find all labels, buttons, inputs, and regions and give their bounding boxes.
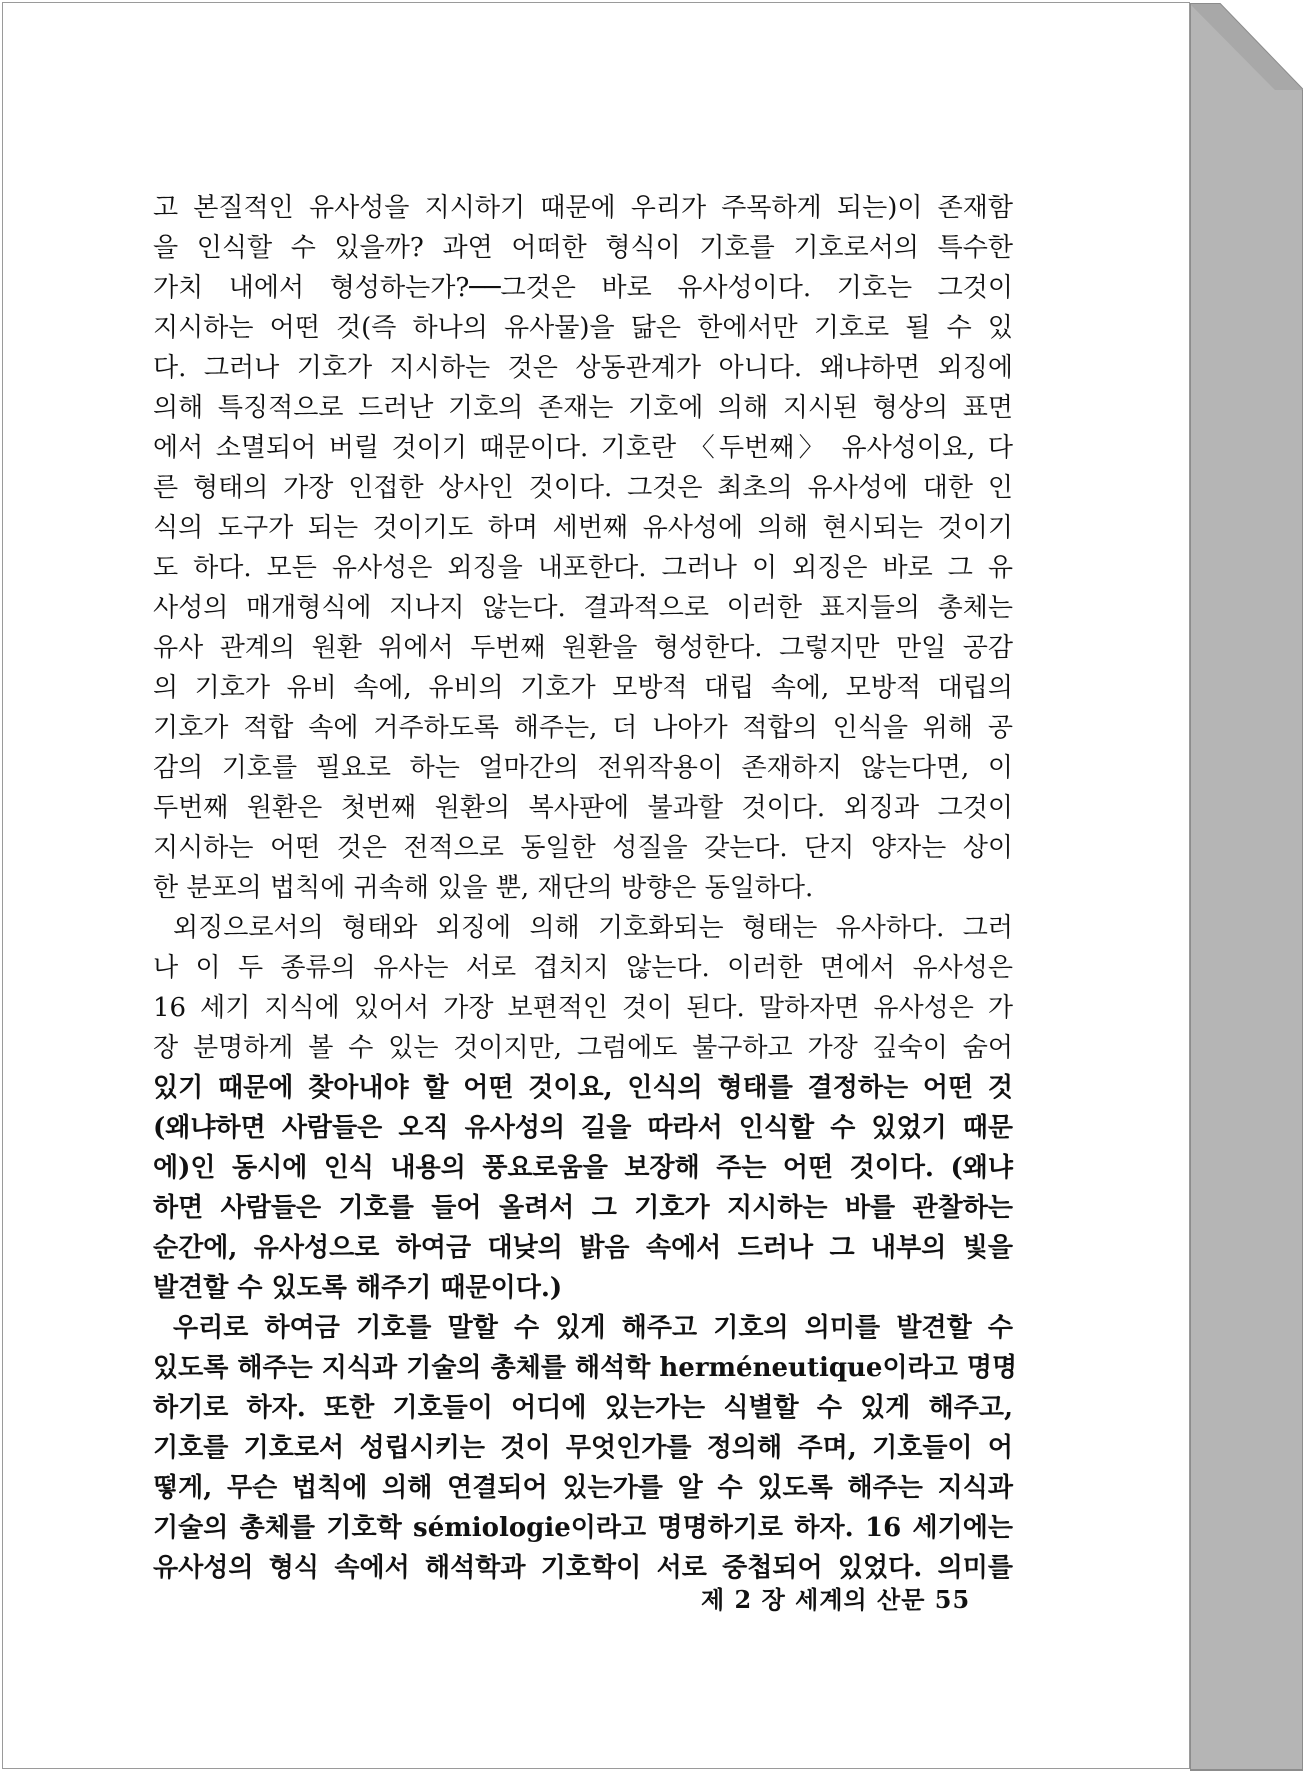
- text-line: 외징으로서의 형태와 외징에 의해 기호화되는 형태는 유사하다. 그러: [173, 913, 1013, 943]
- text-line: 기호를 기호로서 성립시키는 것이 무엇인가를 정의해 주며, 기호들이 어: [153, 1433, 1013, 1463]
- text-line: 하기로 하자. 또한 기호들이 어디에 있는가는 식별할 수 있게 해주고,: [153, 1393, 1013, 1423]
- text-line: 에서 소멸되어 버릴 것이기 때문이다. 기호란 〈두번째〉 유사성이요, 다: [153, 433, 1013, 463]
- text-line: 의해 특징적으로 드러난 기호의 존재는 기호에 의해 지시된 형상의 표면: [153, 393, 1013, 423]
- text-line: 기호가 적합 속에 거주하도록 해주는, 더 나아가 적합의 인식을 위해 공: [153, 713, 1013, 743]
- paragraph-2: [153, 908, 1013, 1308]
- text-line: 유사 관계의 원환 위에서 두번째 원환을 형성한다. 그렇지만 만일 공감: [153, 633, 1013, 663]
- running-footer: 제 2 장 세계의 산문 55: [701, 1585, 971, 1614]
- text-line: 도 하다. 모든 유사성은 외징을 내포한다. 그러나 이 외징은 바로 그 유: [153, 553, 1013, 583]
- text-line: 에)인 동시에 인식 내용의 풍요로움을 보장해 주는 어떤 것이다. (왜냐: [153, 1153, 1013, 1183]
- paragraph-1: [153, 188, 1013, 908]
- text-line: 사성의 매개형식에 지나지 않는다. 결과적으로 이러한 표지들의 총체는: [153, 593, 1013, 623]
- paragraph-3: [153, 1308, 1018, 1588]
- text-line: 감의 기호를 필요로 하는 얼마간의 전위작용이 존재하지 않는다면, 이: [153, 753, 1013, 783]
- text-line: 나 이 두 종류의 유사는 서로 겹치지 않는다. 이러한 면에서 유사성은: [153, 953, 1013, 983]
- page-stack-edge: [1190, 0, 1303, 1773]
- text-line: 다. 그러나 기호가 지시하는 것은 상동관계가 아니다. 왜냐하면 외징에: [153, 353, 1013, 383]
- text-line: 지시하는 어떤 것(즉 하나의 유사물)을 닮은 한에서만 기호로 될 수 있: [153, 313, 1013, 343]
- text-line: 의 기호가 유비 속에, 유비의 기호가 모방적 대립 속에, 모방적 대립의: [153, 673, 1013, 703]
- text-line: 기술의 총체를 기호학 sémiologie이라고 명명하기로 하자. 16 세기에는: [153, 1513, 1013, 1543]
- text-line: 른 형태의 가장 인접한 상사인 것이다. 그것은 최초의 유사성에 대한 인: [153, 473, 1013, 503]
- text-line: 가치 내에서 형성하는가?──그것은 바로 유사성이다. 기호는 그것이: [153, 273, 1013, 303]
- text-line: 떻게, 무슨 법칙에 의해 연결되어 있는가를 알 수 있도록 해주는 지식과: [153, 1473, 1013, 1503]
- text-line: 있기 때문에 찾아내야 할 어떤 것이요, 인식의 형태를 결정하는 어떤 것: [153, 1073, 1013, 1103]
- text-line: 유사성의 형식 속에서 해석학과 기호학이 서로 중첩되어 있었다. 의미를: [153, 1553, 1013, 1583]
- text-line: (왜냐하면 사람들은 오직 유사성의 길을 따라서 인식할 수 있었기 때문: [153, 1113, 1013, 1143]
- text-line: 우리로 하여금 기호를 말할 수 있게 해주고 기호의 의미를 발견할 수: [173, 1313, 1013, 1343]
- text-line: 식의 도구가 되는 것이기도 하며 세번째 유사성에 의해 현시되는 것이기: [153, 513, 1013, 543]
- text-line: 지시하는 어떤 것은 전적으로 동일한 성질을 갖는다. 단지 양자는 상이: [153, 833, 1013, 863]
- text-line: 하면 사람들은 기호를 들어 올려서 그 기호가 지시하는 바를 관찰하는: [153, 1193, 1013, 1223]
- text-line: 있도록 해주는 지식과 기술의 총체를 해석학 herméneutique이라고 명명: [153, 1353, 1018, 1383]
- body-text: [153, 188, 1018, 1588]
- text-line: 두번째 원환은 첫번째 원환의 복사판에 불과할 것이다. 외징과 그것이: [153, 793, 1013, 823]
- text-line: 한 분포의 법칙에 귀속해 있을 뿐, 재단의 방향은 동일하다.: [153, 873, 814, 903]
- book-page: [2, 2, 1190, 1769]
- text-line: 순간에, 유사성으로 하여금 대낮의 밝음 속에서 드러나 그 내부의 빛을: [153, 1233, 1013, 1263]
- text-line: 발견할 수 있도록 해주기 때문이다.): [153, 1273, 563, 1303]
- text-line: 16 세기 지식에 있어서 가장 보편적인 것이 된다. 말하자면 유사성은 가: [153, 993, 1013, 1023]
- text-line: 장 분명하게 볼 수 있는 것이지만, 그럼에도 불구하고 가장 깊숙이 숨어: [153, 1033, 1013, 1063]
- text-line: 을 인식할 수 있을까? 과연 어떠한 형식이 기호를 기호로서의 특수한: [153, 233, 1013, 263]
- text-line: 고 본질적인 유사성을 지시하기 때문에 우리가 주목하게 되는)이 존재함: [153, 193, 1013, 223]
